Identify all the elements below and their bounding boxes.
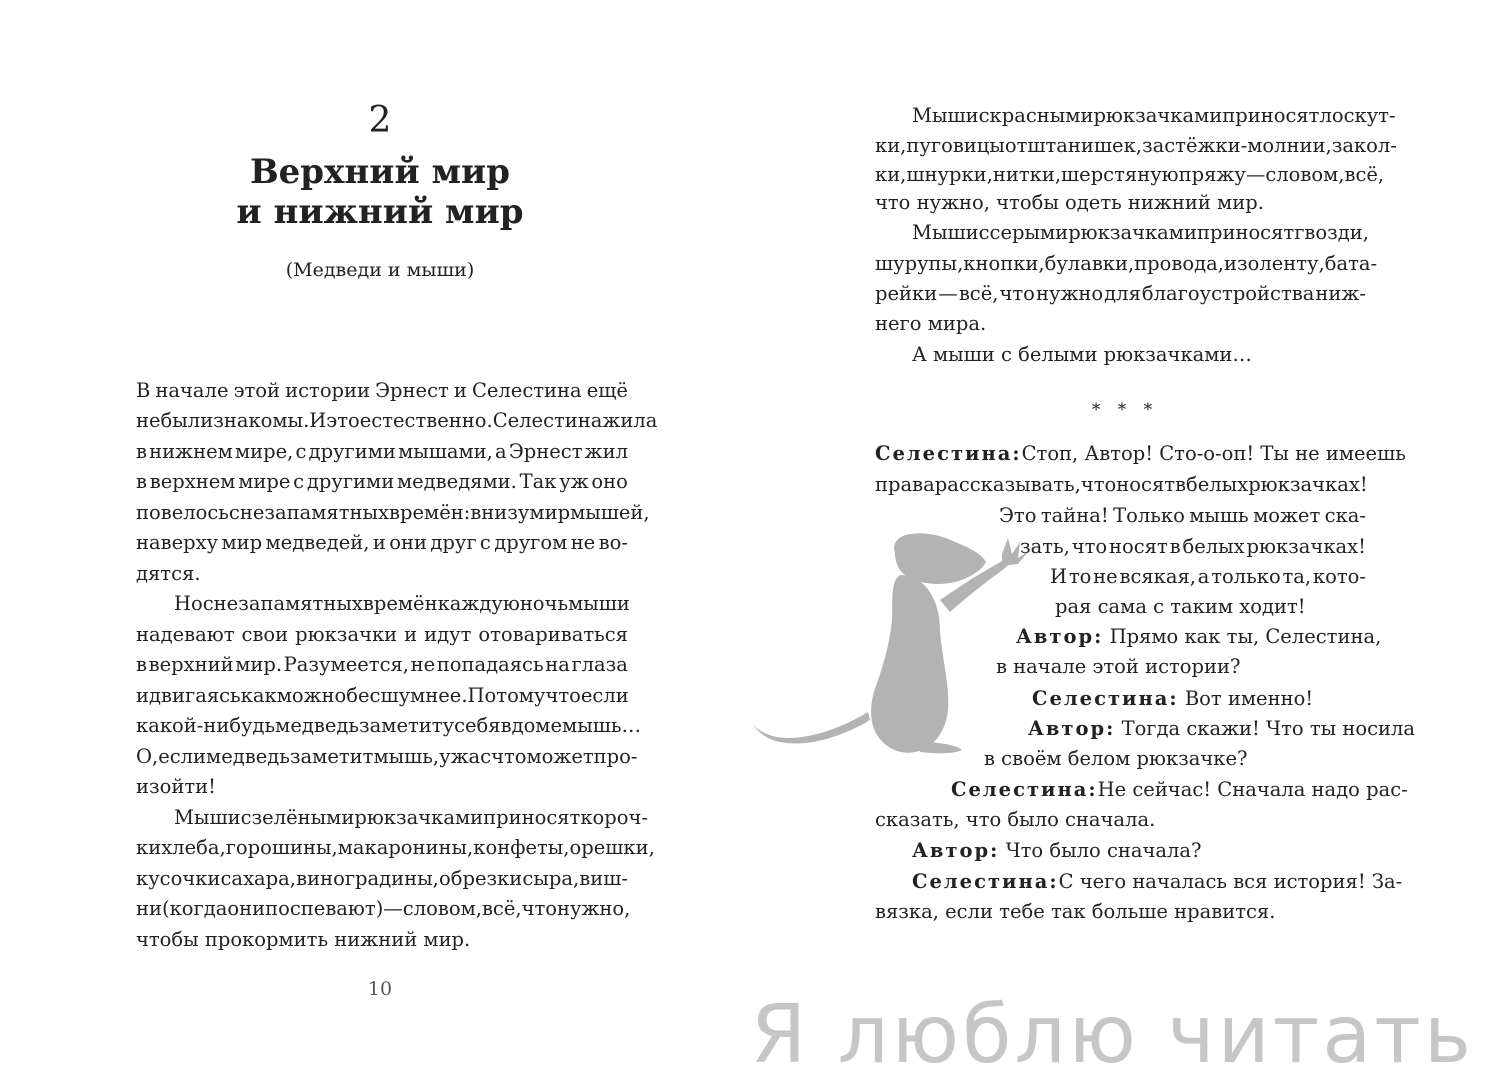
text-line: в нижнем мире, с другими мышами, а Эрнест жил bbox=[136, 440, 628, 463]
text-line: Но с незапамятных времён каждую ночь мыши bbox=[174, 592, 630, 615]
text-line: ни (когда они поспевают) — словом, всё, что нужно, bbox=[136, 897, 631, 920]
text-line: что нужно, чтобы одеть нижний мир. bbox=[875, 191, 1264, 214]
dialogue-line: Это тайна! Только мышь может ска- bbox=[999, 504, 1366, 527]
dialogue-text: Прямо как ты, Селестина, bbox=[1109, 625, 1382, 648]
text-line: Мыши с зелёными рюкзачками приносят короч- bbox=[174, 806, 648, 829]
watermark: Я люблю читать bbox=[750, 988, 1474, 1081]
section-separator: * * * bbox=[1091, 400, 1159, 420]
dialogue-line bbox=[1028, 714, 1415, 745]
chapter-title-line-1: Верхний мир bbox=[249, 152, 511, 192]
text-line: О, если медведь заметит мышь, ужас что может про- bbox=[136, 745, 638, 768]
dialogue-line bbox=[912, 836, 1201, 867]
speaker-name: Селестина: bbox=[912, 870, 1059, 893]
dialogue-line bbox=[951, 775, 1408, 806]
dialogue-line: вязка, если тебе так больше нравится. bbox=[875, 900, 1276, 923]
text-line: кусочки сахара, виноградины, обрезки сыра, виш- bbox=[136, 867, 628, 890]
dialogue-text: С чего началась вся история! За- bbox=[1058, 870, 1403, 893]
speaker-name: Автор: bbox=[1016, 625, 1104, 648]
text-line: него мира. bbox=[875, 312, 987, 335]
dialogue-text: Что было сначала? bbox=[1005, 839, 1202, 862]
text-line: не были знакомы. И это естественно. Селестина жила bbox=[136, 409, 658, 432]
left-page bbox=[0, 0, 751, 1080]
text-line: Мыши с красными рюкзачками приносят лоскут- bbox=[912, 104, 1396, 127]
chapter-title bbox=[130, 152, 630, 232]
text-line: ки, шнурки, нитки, шерстяную пряжу — словом, всё, bbox=[875, 163, 1385, 186]
dialogue-line: рая сама с таким ходит! bbox=[1055, 595, 1306, 618]
page-number: 10 bbox=[367, 978, 393, 1000]
text-line: какой-нибудь медведь заметит у себя в доме мышь… bbox=[136, 714, 641, 737]
text-line: рейки — всё, что нужно для благоустройства ниж- bbox=[875, 282, 1366, 305]
speaker-name: Автор: bbox=[912, 839, 1000, 862]
text-line: и двигаясь как можно бесшумнее. Потому что если bbox=[136, 684, 629, 707]
speaker-name: Селестина: bbox=[951, 778, 1098, 801]
text-line: изойти! bbox=[136, 775, 216, 798]
dialogue-line: права рассказывать, что носят в белых рюкзачках! bbox=[875, 473, 1368, 496]
dialogue-line bbox=[912, 867, 1403, 898]
chapter-subtitle: (Медведи и мыши) bbox=[285, 259, 475, 281]
text-line: повелось с незапамятных времён: внизу мир мышей, bbox=[136, 501, 650, 524]
speaker-name: Селестина: bbox=[875, 442, 1022, 465]
text-line: шурупы, кнопки, булавки, провода, изоленту, бата- bbox=[875, 252, 1378, 275]
text-line: ки хлеба, горошины, макаронины, конфеты, орешки, bbox=[136, 836, 655, 859]
dialogue-text: Тогда скажи! Что ты носила bbox=[1121, 717, 1416, 740]
dialogue-line: И то не всякая, а только та, кото- bbox=[1050, 565, 1366, 588]
dialogue-line bbox=[1032, 684, 1313, 715]
speaker-name: Селестина: bbox=[1032, 687, 1179, 710]
text-line: в верхнем мире с другими медведями. Так уж оно bbox=[136, 470, 628, 493]
text-line: наверху мир медведей, и они друг с другом не во- bbox=[136, 531, 628, 554]
dialogue-line: в начале этой истории? bbox=[996, 655, 1241, 678]
text-line: чтобы прокормить нижний мир. bbox=[136, 928, 471, 951]
text-line: надевают свои рюкзачки и идут отовариваться bbox=[136, 623, 628, 646]
mouse-silhouette-illustration bbox=[750, 520, 1040, 760]
dialogue-line bbox=[875, 439, 1406, 470]
dialogue-text: Вот именно! bbox=[1184, 687, 1314, 710]
dialogue-text: Стоп, Автор! Сто-о-оп! Ты не имеешь bbox=[1021, 442, 1406, 465]
dialogue-line: зать, что носят в белых рюкзачках! bbox=[1020, 535, 1366, 558]
text-line: Мыши с серыми рюкзачками приносят гвозди, bbox=[912, 221, 1369, 244]
text-line: в верхний мир. Разумеется, не попадаясь на глаза bbox=[136, 653, 628, 676]
text-line: ки, пуговицы от штанишек, застёжки-молнии, закол- bbox=[875, 134, 1397, 157]
text-line: А мыши с белыми рюкзачками… bbox=[912, 343, 1252, 366]
dialogue-text: Не сейчас! Сначала надо рас- bbox=[1097, 778, 1408, 801]
chapter-number: 2 bbox=[368, 100, 392, 141]
dialogue-line: сказать, что было сначала. bbox=[875, 808, 1156, 831]
text-line: дятся. bbox=[136, 562, 201, 585]
text-line: В начале этой истории Эрнест и Селестина ещё bbox=[136, 379, 628, 402]
dialogue-line bbox=[1016, 622, 1381, 653]
chapter-title-line-2: и нижний мир bbox=[236, 192, 524, 232]
speaker-name: Автор: bbox=[1028, 717, 1116, 740]
dialogue-line: в своём белом рюкзачке? bbox=[984, 747, 1248, 770]
